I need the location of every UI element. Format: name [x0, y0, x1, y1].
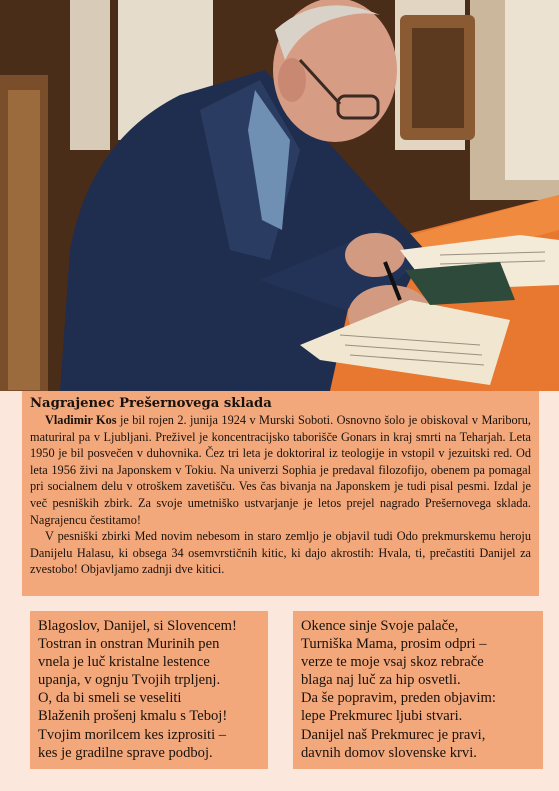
poem-line: Tostran in onstran Murinih pen	[38, 636, 220, 653]
poem-line: O, da bi smeli se veseliti	[38, 690, 182, 707]
poem-line: blaga naj luč za hip osvetli.	[301, 672, 461, 689]
poem-line: kes je gradilne sprave podboj.	[38, 744, 213, 761]
poem-line: vnela je luč kristalne lestence	[38, 654, 210, 671]
poem-line: Blagoslov, Danijel, si Slovencem!	[38, 618, 237, 634]
poem-line: Turniška Mama, prosim odpri –	[301, 636, 487, 653]
poem-line: Tvojim morilcem kes izprositi –	[38, 726, 227, 743]
poem-line: davnih domov slovenske krvi.	[301, 744, 477, 761]
poem-line: lepe Prekmurec ljubi stvari.	[301, 708, 463, 725]
poem-line: Blaženih prošenj kmalu s Teboj!	[38, 708, 228, 725]
poem-line: verze te moje vsaj skoz rebrače	[301, 654, 484, 671]
poem-line: Danijel naš Prekmurec je pravi,	[301, 726, 486, 743]
photo-illustration	[0, 0, 559, 391]
article-photo	[0, 0, 559, 391]
poem-stanza-right	[293, 611, 543, 769]
article-paragraph-1	[30, 412, 531, 528]
poem-line: Okence sinje Svoje palače,	[301, 618, 459, 634]
article-box	[22, 391, 539, 596]
article-paragraph-1-text: je bil rojen 2. junija 1924 v Murski Soboti. Osnovno šolo je obiskoval v Mariboru, maturiral pa v Ljubljani. Preživel je koncentracijsko taborišče Gonars in kraj smrti na Teharjah. Leta 1950 je bil posvečen v duhovnika. Čez tri leta je doktoriral iz teologije in vstopil v jezuitski red. Od leta 1956 živi na Japonskem v Tokiu. Na univerzi Sophia je predaval filozofijo, obenem pa pomagal pri socialnem delu v otroškem zavetišču. Ves čas bivanja na Japonskem je tudi pisal pesmi. Izdal je več pesniških zbirk. Za svoje umetniško ustvarjanje je letos prejel nagrado Prešernovega sklada. Nagrajencu čestitamo!	[30, 413, 531, 527]
poem-line: Da še popravim, preden objavim:	[301, 690, 496, 707]
poem-stanza-left	[30, 611, 268, 769]
article-title: Nagrajenec Prešernovega sklada	[30, 396, 272, 411]
article-lead-name: Vladimir Kos	[45, 413, 117, 427]
article-paragraph-2: V pesniški zbirki Med novim nebesom in staro zemljo je objavil tudi Odo prekmurskemu heroju Danijelu Halasu, ki obsega 34 osemvrstičnih kitic, ki dajo akrostih: Hvala, ti, prečastiti Danijel za zvestobo! Objavljamo zadnji dve kitici.	[30, 529, 531, 577]
poem-line: upanja, v ognju Tvojih trpljenj.	[38, 672, 221, 689]
